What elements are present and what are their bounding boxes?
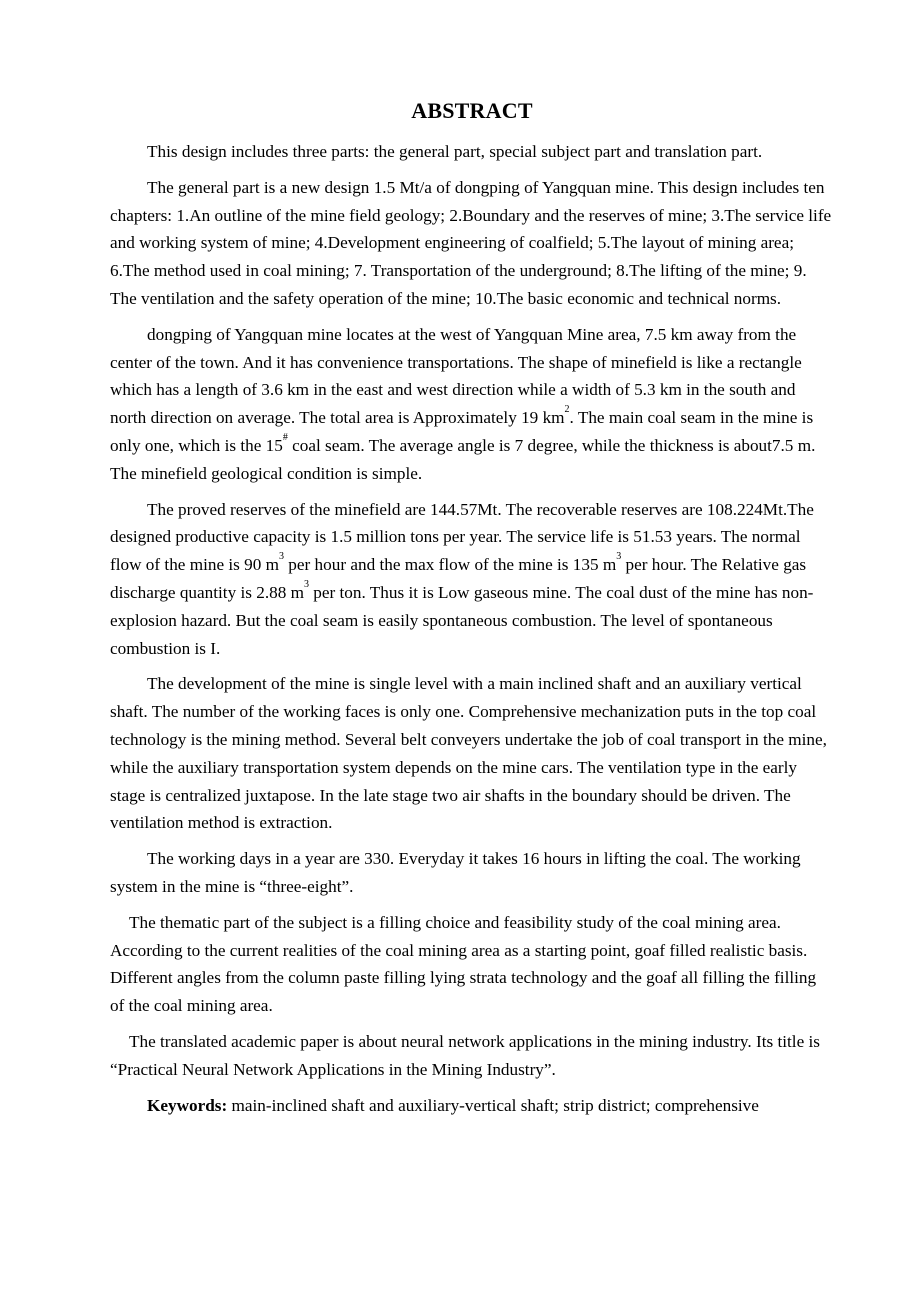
reserves-text-1: The proved reserves of the minefield are 144.57Mt. The recoverable reserves are 108.224Mt.The designed productive capacity is 1.5 million tons per year. The service life is 51.53 years. The normal flow of the mine is 90 m [110,499,814,575]
reserves-text-3: per hour. The Relative gas discharge quantity is 2.88 m [110,555,807,602]
paragraph-general-part: The general part is a new design 1.5 Mt/a of dongping of Yangquan mine. This design includes ten chapters: 1.An outline of the mine field geology; 2.Boundary and the reserves of mine; 3.The service life and working system of mine; 4.Development engineering of coalfield; 5.The layout of mining area; 6.The method used in coal mining; 7. Transportation of the underground; 8.The lifting of the mine; 9. The ventilation and the safety operation of the mine; 10.The basic economic and technical norms. [110,177,832,308]
paragraph-working-system: The working days in a year are 330. Everyday it takes 16 hours in lifting the coal. The working system in the mine is “three-eight”. [110,849,801,896]
paragraph-thematic-part: The thematic part of the subject is a filling choice and feasibility study of the coal mining area. According to the current realities of the coal mining area as a starting point, goaf filled realistic basis. Different angles from the column paste filling lying strata technology and the goaf all filling the filling of the coal mining area. [110,912,817,1016]
abstract-page [110,96,834,1127]
location-text-1: dongping of Yangquan mine locates at the west of Yangquan Mine area, 7.5 km away from the center of the town. And it has convenience transportations. The shape of minefield is like a rectangle which has a length of 3.6 km in the east and west direction while a width of 5.3 km in the south and north direction on average. The total area is Approximately 19 km [110,324,802,428]
abstract-title: ABSTRACT [411,98,533,123]
reserves-text-4: per ton. Thus it is Low gaseous mine. The coal dust of the mine has non-explosion hazard. But the coal seam is easily spontaneous combustion. The level of spontaneous combustion is I. [110,582,814,658]
superscript-2: 2 [564,404,570,416]
paragraph-translation-part: The translated academic paper is about neural network applications in the mining industry. Its title is “Practical Neural Network Applications in the Mining Industry”. [110,1031,820,1079]
keywords-label: Keywords: [147,1095,228,1115]
superscript-3c: 3 [303,578,309,590]
location-text-3: coal seam. The average angle is 7 degree, while the thickness is about7.5 m. The minefield geological condition is simple. [110,435,816,483]
keywords-text: main-inclined shaft and auxiliary-vertical shaft; strip district; comprehensive [227,1095,759,1115]
paragraph-location [110,321,834,488]
location-text-2: . The main coal seam in the mine is only one, which is the 15 [110,408,814,455]
superscript-3b: 3 [616,551,622,563]
paragraph-reserves [110,496,834,663]
paragraph-development: The development of the mine is single level with a main inclined shaft and an auxiliary vertical shaft. The number of the working faces is only one. Comprehensive mechanization puts in the top coal technology is the mining method. Several belt conveyers undertake the job of coal transport in the mine, while the auxiliary transportation system depends on the mine cars. The ventilation type in the early stage is centralized juxtapose. In the late stage two air shafts in the boundary should be driven. The ventilation method is extraction. [110,674,827,833]
superscript-hash: # [282,431,288,443]
paragraph-overview: This design includes three parts: the general part, special subject part and translation part. [147,142,763,161]
paragraph-keywords [110,1092,834,1120]
superscript-3a: 3 [279,551,284,563]
reserves-text-2: per hour and the max flow of the mine is 135 m [284,555,617,575]
